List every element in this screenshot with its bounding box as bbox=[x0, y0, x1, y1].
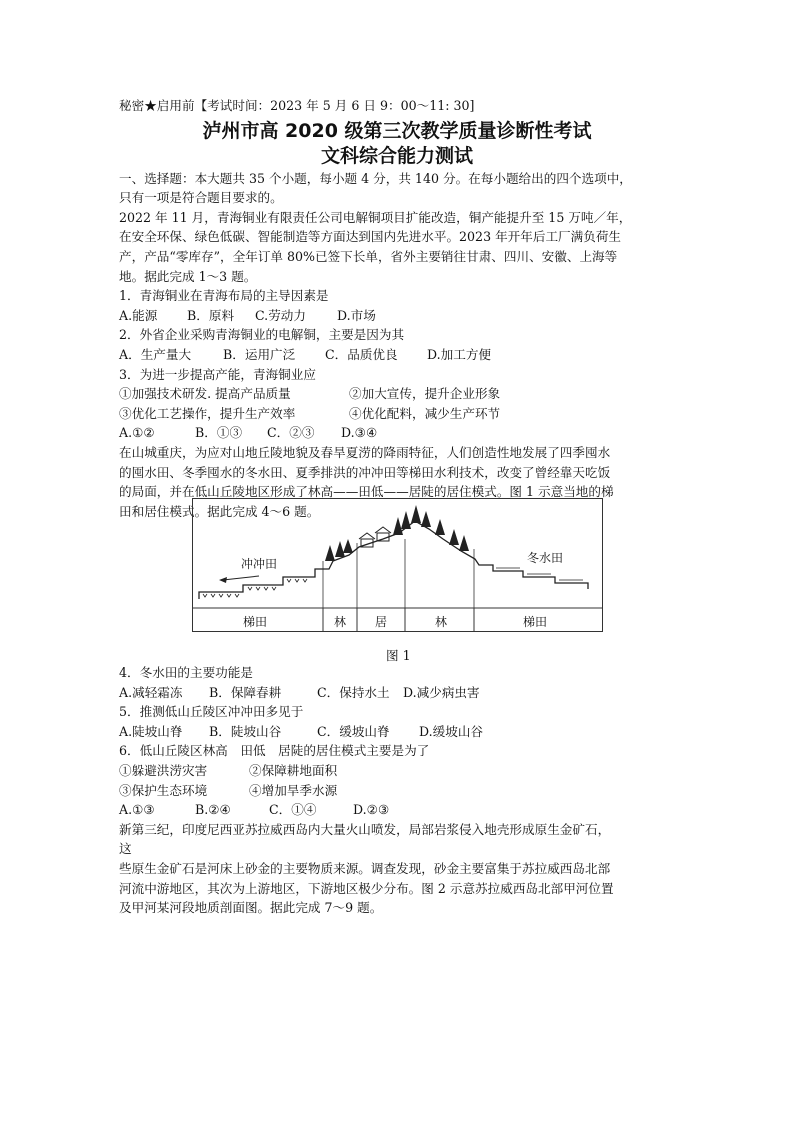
question-stem: 4．冬水田的主要功能是 bbox=[119, 665, 253, 680]
question-items bbox=[119, 781, 675, 801]
label-terrace: 梯田 bbox=[523, 615, 548, 629]
passage-line: 在山城重庆，为应对山地丘陵地貌及春旱夏涝的降雨特征，人们创造性地发展了四季囤水 bbox=[119, 444, 611, 460]
passage-line: 地。据此完成 1～3 题。 bbox=[119, 268, 257, 284]
question-items bbox=[119, 761, 675, 781]
label-forest: 林 bbox=[435, 615, 448, 629]
item: ③保护生态环境 bbox=[119, 782, 208, 798]
exam-page bbox=[119, 96, 675, 521]
option: D.②③ bbox=[353, 802, 390, 818]
option: B．运用广泛 bbox=[223, 346, 296, 362]
question-items bbox=[119, 384, 675, 404]
option: A.能源 bbox=[119, 307, 158, 323]
item: ①加强技术研发. 提高产品质量 bbox=[119, 386, 291, 402]
option: C．品质优良 bbox=[325, 346, 398, 362]
section-intro-line: 一、选择题：本大题共 35 个小题，每小题 4 分，共 140 分。在每小题给出的四个选项中， bbox=[119, 170, 632, 186]
label-residence: 居 bbox=[375, 615, 388, 629]
exam-subtitle: 文科综合能力测试 bbox=[320, 144, 473, 167]
question-options bbox=[119, 306, 675, 326]
passage-line: 些原生金矿石是河床上砂金的主要物质来源。调查发现，砂金主要富集于苏拉威西岛北部 bbox=[119, 860, 611, 876]
label-chongchong-field: 冲冲田 bbox=[241, 557, 278, 571]
option: C．①④ bbox=[269, 802, 317, 818]
item: ①躲避洪涝灾害 bbox=[119, 762, 208, 778]
option: B.②④ bbox=[195, 802, 231, 818]
figure-caption: 图 1 bbox=[386, 648, 411, 663]
option: A.①② bbox=[119, 425, 155, 441]
exam-meta: 秘密★启用前【考试时间：2023 年 5 月 6 日 9：00～11: 30] bbox=[119, 98, 475, 113]
option: A.减轻霜冻 bbox=[119, 684, 183, 700]
question-stem: 1．青海铜业在青海布局的主导因素是 bbox=[119, 288, 329, 304]
option: A.陡坡山脊 bbox=[119, 723, 183, 739]
option: A．生产量大 bbox=[119, 346, 192, 362]
option: A.①③ bbox=[119, 802, 155, 818]
label-forest: 林 bbox=[334, 615, 347, 629]
option: D.③④ bbox=[341, 425, 378, 441]
option: C．保持水土 bbox=[317, 684, 390, 700]
option: B．保障春耕 bbox=[209, 684, 282, 700]
passage-line: 在安全环保、绿色低碳、智能制造等方面达到国内先进水平。2023 年开年后工厂满负荷生 bbox=[119, 229, 622, 245]
item: ④优化配料，减少生产环节 bbox=[349, 405, 501, 421]
option: C.劳动力 bbox=[255, 307, 306, 323]
question-options bbox=[119, 722, 675, 742]
passage-line: 2022 年 11 月，青海铜业有限责任公司电解铜项目扩能改造，铜产能提升至 15 万吨／年， bbox=[119, 209, 632, 225]
item: ④增加旱季水源 bbox=[249, 782, 338, 798]
exam-page-continued bbox=[119, 663, 675, 918]
option: B．①③ bbox=[195, 425, 243, 441]
exam-title: 泸州市高 2020 级第三次教学质量诊断性考试 bbox=[202, 119, 592, 142]
item: ②加大宣传，提升企业形象 bbox=[349, 386, 501, 402]
question-options bbox=[119, 683, 675, 703]
passage-line: 这 bbox=[119, 841, 132, 857]
label-winter-water-field: 冬水田 bbox=[527, 551, 564, 565]
figure-terrace-diagram bbox=[192, 498, 603, 632]
question-items bbox=[119, 404, 675, 424]
question-options bbox=[119, 345, 675, 365]
passage-line: 新第三纪，印度尼西亚苏拉威西岛内大量火山喷发，局部岩浆侵入地壳形成原生金矿石， bbox=[119, 821, 611, 837]
question-stem: 5．推测低山丘陵区冲冲田多见于 bbox=[119, 704, 304, 720]
question-stem: 3．为进一步提高产能，青海铜业应 bbox=[119, 366, 316, 382]
option: D.缓坡山谷 bbox=[419, 723, 484, 739]
question-stem: 6．低山丘陵区林高 田低 居陡的居住模式主要是为了 bbox=[119, 743, 430, 759]
passage-line: 的局面，并在低山丘陵地区形成了林高——田低——居陡的居住模式。图 1 示意当地的梯 bbox=[119, 484, 614, 500]
label-terrace: 梯田 bbox=[243, 615, 268, 629]
item: ②保障耕地面积 bbox=[249, 762, 338, 778]
question-options bbox=[119, 423, 675, 443]
option: D.市场 bbox=[337, 307, 376, 323]
section-intro-line: 只有一项是符合题目要求的。 bbox=[119, 190, 283, 206]
option: C．②③ bbox=[267, 425, 315, 441]
passage-line: 田和居住模式。据此完成 4～6 题。 bbox=[119, 503, 320, 519]
question-stem: 2．外省企业采购青海铜业的电解铜，主要是因为其 bbox=[119, 327, 405, 343]
passage-line: 河流中游地区，其次为上游地区，下游地区极少分布。图 2 示意苏拉威西岛北部甲河位置 bbox=[119, 880, 614, 896]
option: B．陡坡山谷 bbox=[209, 723, 282, 739]
option: C．缓坡山脊 bbox=[317, 723, 390, 739]
question-options bbox=[119, 800, 675, 820]
item: ③优化工艺操作，提升生产效率 bbox=[119, 405, 296, 421]
passage-line: 产，产品“零库存”，全年订单 80%已签下长单，省外主要销往甘肃、四川、安徽、上海等 bbox=[119, 248, 618, 264]
passage-line: 的囤水田、冬季囤水的冬水田、夏季排洪的冲冲田等梯田水利技术，改变了曾经靠天吃饭 bbox=[119, 464, 611, 480]
option: D.加工方便 bbox=[427, 346, 492, 362]
passage-line: 及甲河某河段地质剖面图。据此完成 7～9 题。 bbox=[119, 900, 383, 916]
option: B．原料 bbox=[187, 307, 235, 323]
option: D.减少病虫害 bbox=[403, 684, 480, 700]
